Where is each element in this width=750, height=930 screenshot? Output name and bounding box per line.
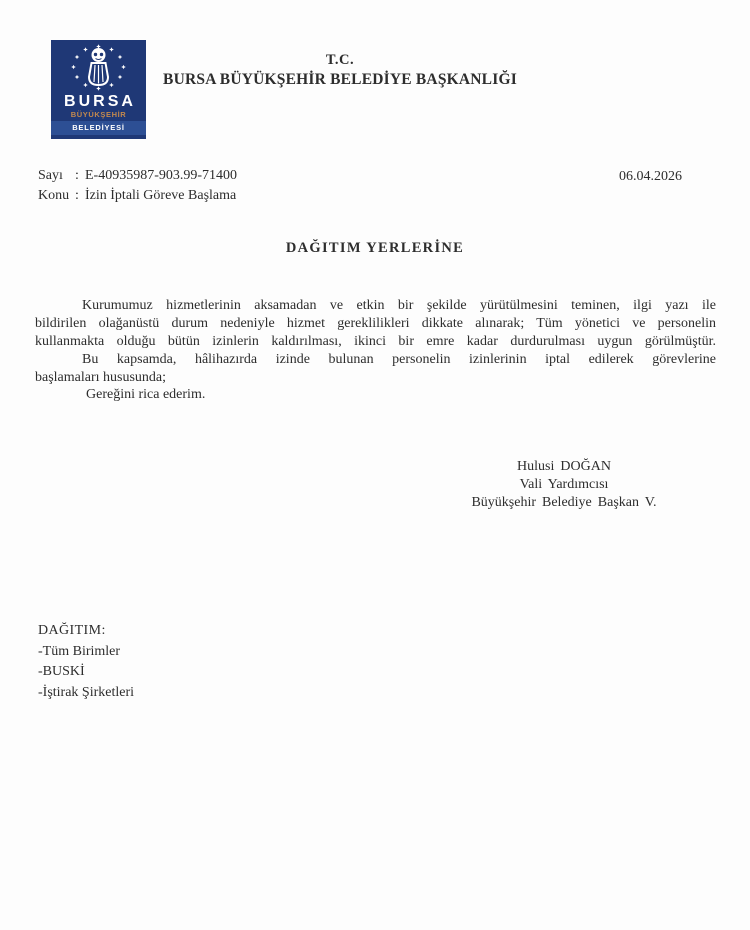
logo-text-belediyesi: BELEDİYESİ [51,121,146,135]
distribution-item: -Tüm Birimler [38,643,121,659]
logo-text-buyuksehir: BÜYÜKŞEHİR [70,110,127,119]
distribution-item: -İştirak Şirketleri [38,684,135,700]
body-line: Kurumumuz hizmetlerinin aksamadan ve etkin bir şekilde yürütülmesini teminen, ilgi yazı ile [82,298,716,313]
reference-block [38,166,237,206]
letterhead-title: BURSA BÜYÜKŞEHİR BELEDİYE BAŞKANLIĞI [163,71,517,88]
sayi-row [38,166,237,186]
distribution-list [38,621,134,703]
signature-block [414,458,714,513]
body-line: başlamaları hususunda; [35,369,167,385]
body-line: kullanmakta olduğu bütün izinlerin kaldırılması, ikinci bir emre kadar durdurulması uygun görülmüştür. [35,333,716,349]
logo-text-bursa: BURSA [64,93,136,110]
body-line: Bu kapsamda, hâlihazırda izinde bulunan personelin izinlerinin iptal edilerek görevlerine [82,351,716,367]
addressee-heading: DAĞITIM YERLERİNE [285,240,465,256]
letter-body [35,297,716,404]
konu-label: Konu [38,188,70,203]
konu-value: İzin İptali Göreve Başlama [85,188,237,203]
signer-name: Hulusi DOĞAN [517,459,611,474]
document-date: 06.04.2026 [619,169,682,184]
sayi-value: E-40935987-903.99-71400 [85,168,238,183]
distribution-item: -BUSKİ [38,664,85,680]
signer-title: Vali Yardımcısı [519,477,609,493]
konu-row [38,186,237,206]
signer-title2: Büyükşehir Belediye Başkan V. [471,495,657,511]
sayi-label: Sayı [38,168,63,183]
distribution-heading: DAĞITIM: [38,623,106,638]
letterhead-tc: T.C. [325,52,355,68]
body-line: Gereğini rica ederim. [86,387,206,403]
body-line: bildirilen olağanüstü durum nedeniyle hizmet gereklilikleri dikkate alınarak; Tüm yönetici ve personelin [35,315,716,331]
konu-colon: : [75,188,79,203]
sayi-colon: : [75,168,79,183]
